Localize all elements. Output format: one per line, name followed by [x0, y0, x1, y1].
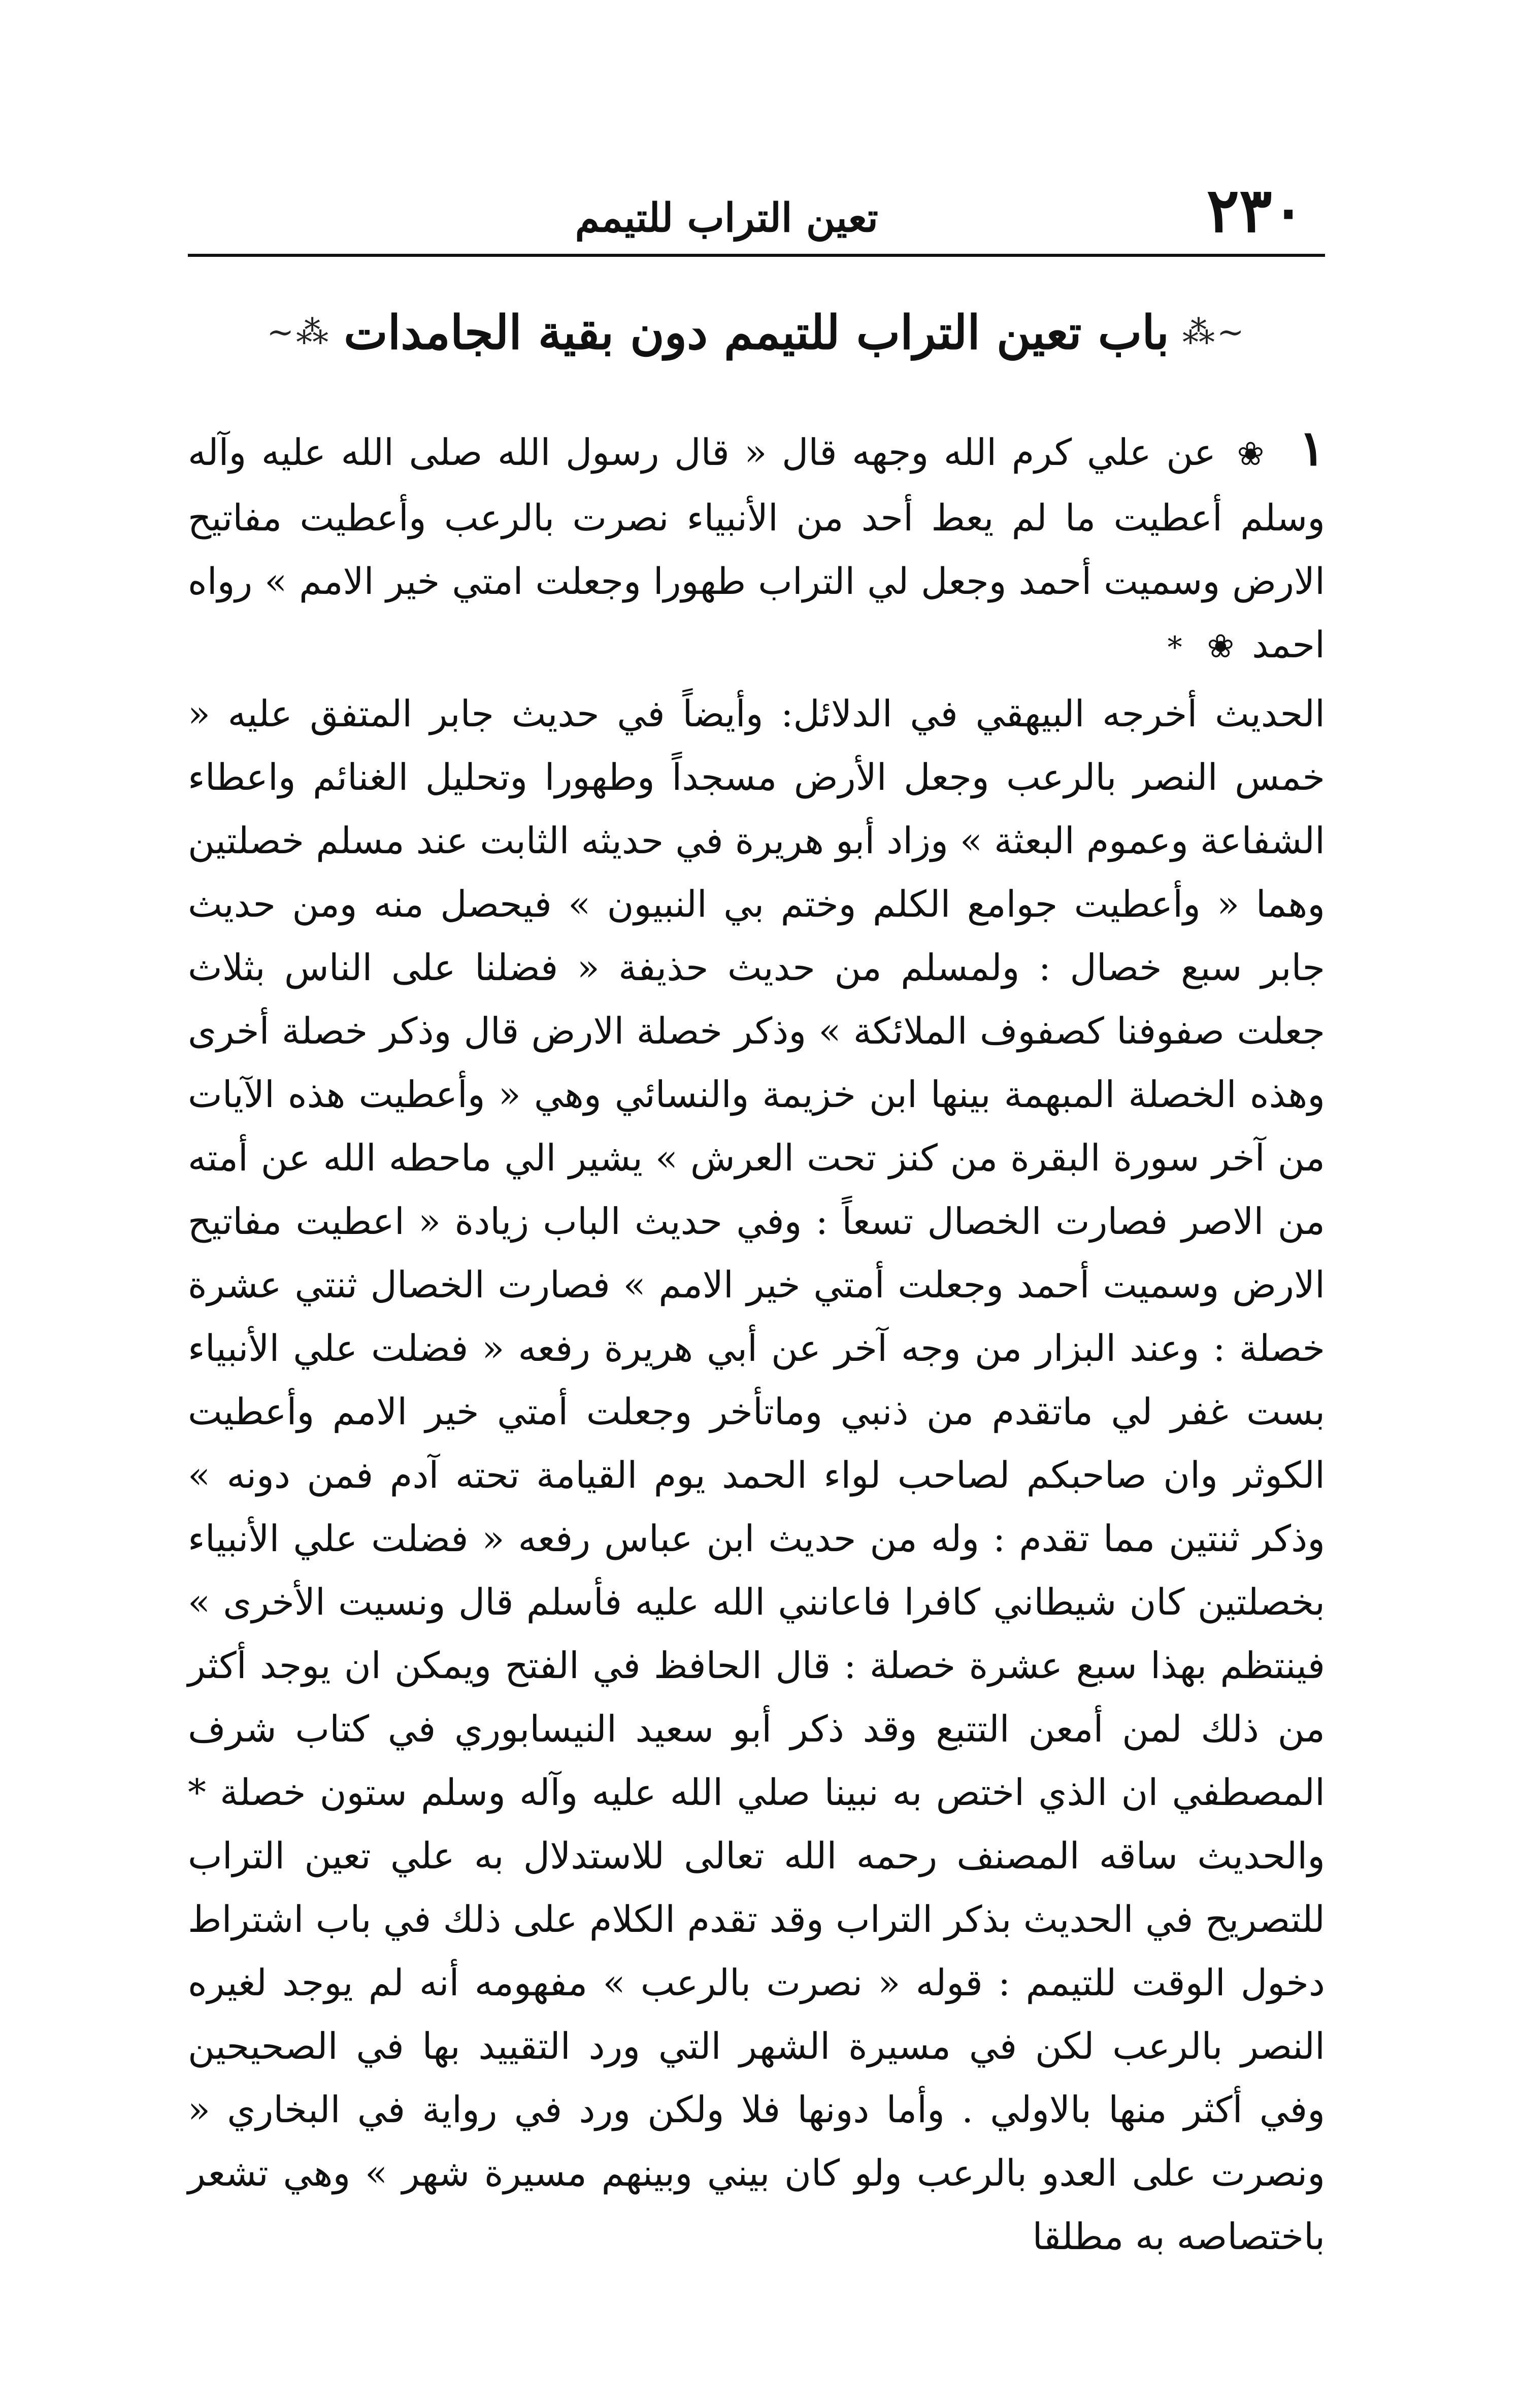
- hadith-text: عن علي كرم الله وجهه قال « قال رسول الله صلى الله عليه وآله وسلم أعطيت ما لم يعط أحد من الأنبياء نصرت بالرعب وأعطيت مفاتيح الارض وسميت أحمد وجعل لي التراب طهورا وجعلت امتي خير الامم » رواه احمد: [188, 431, 1325, 666]
- hadith-close-ornament-icon: ❀: [1207, 628, 1235, 665]
- page-number: ٢٣٠: [1206, 175, 1305, 246]
- floral-ornament-icon: ⁂∽: [267, 314, 331, 351]
- chapter-heading: [188, 289, 1325, 376]
- running-title: تعين التراب للتيمم: [575, 195, 878, 241]
- floral-ornament-icon: ∽⁂: [1182, 314, 1246, 351]
- running-header: [188, 173, 1325, 257]
- chapter-title: باب تعين التراب للتيمم دون بقية الجامدات: [344, 305, 1169, 360]
- commentary-paragraph: الحديث أخرجه البيهقي في الدلائل: وأيضاً في حديث جابر المتفق عليه « خمس النصر بالرعب وجعل الأرض مسجداً وطهورا وتحليل الغنائم واعطاء الشفاعة وعموم البعثة » وزاد أبو هريرة في حديثه الثابت عند مسلم خصلتين وهما « وأعطيت جوامع الكلم وختم بي النبيون » فيحصل منه ومن حديث جابر سبع خصال : ولمسلم من حديث حذيفة « فضلنا على الناس بثلاث جعلت صفوفنا كصفوف الملائكة » وذكر خصلة الارض قال وذكر خصلة أخرى وهذه الخصلة المبهمة بينها ابن خزيمة والنسائي وهي « وأعطيت هذه الآيات من آخر سورة البقرة من كنز تحت العرش » يشير الي ماحطه الله عن أمته من الاصر فصارت الخصال تسعاً : وفي حديث الباب زيادة « اعطيت مفاتيح الارض وسميت أحمد وجعلت أمتي خير الامم » فصارت الخصال ثنتي عشرة خصلة : وعند البزار من وجه آخر عن أبي هريرة رفعه « فضلت علي الأنبياء بست غفر لي ماتقدم من ذنبي وماتأخر وجعلت أمتي خير الامم وأعطيت الكوثر وان صاحبكم لصاحب لواء الحمد يوم القيامة تحته آدم فمن دونه » وذكر ثنتين مما تقدم : وله من حديث ابن عباس رفعه « فضلت علي الأنبياء بخصلتين كان شيطاني كافرا فاعانني الله عليه فأسلم قال ونسيت الأخرى » فينتظم بهذا سبع عشرة خصلة : قال الحافظ في الفتح ويمكن ان يوجد أكثر من ذلك لمن أمعن التتبع وقد ذكر أبو سعيد النيسابوري في كتاب شرف المصطفي ان الذي اختص به نبينا صلي الله عليه وآله وسلم ستون خصلة * والحديث ساقه المصنف رحمه الله تعالى للاستدلال به علي تعين التراب للتصريح في الحديث بذكر التراب وقد تقدم الكلام على ذلك في باب اشتراط دخول الوقت للتيمم : قوله « نصرت بالرعب » مفهومه أنه لم يوجد لغيره النصر بالرعب لكن في مسيرة الشهر التي ورد التقييد بها في الصحيحين وفي أكثر منها بالاولي . وأما دونها فلا ولكن ورد في رواية في البخاري « ونصرت على العدو بالرعب ولو كان بيني وبينهم مسيرة شهر » وهي تشعر باختصاصه به مطلقا: [188, 692, 1325, 2258]
- hadith-open-ornament-icon: ❀: [1237, 436, 1268, 473]
- hadith-paragraph: [188, 416, 1325, 679]
- end-mark-icon: *: [1167, 630, 1182, 664]
- page-body: [188, 416, 1325, 2271]
- hadith-number: ١: [1299, 419, 1325, 477]
- book-page: [188, 152, 1325, 2335]
